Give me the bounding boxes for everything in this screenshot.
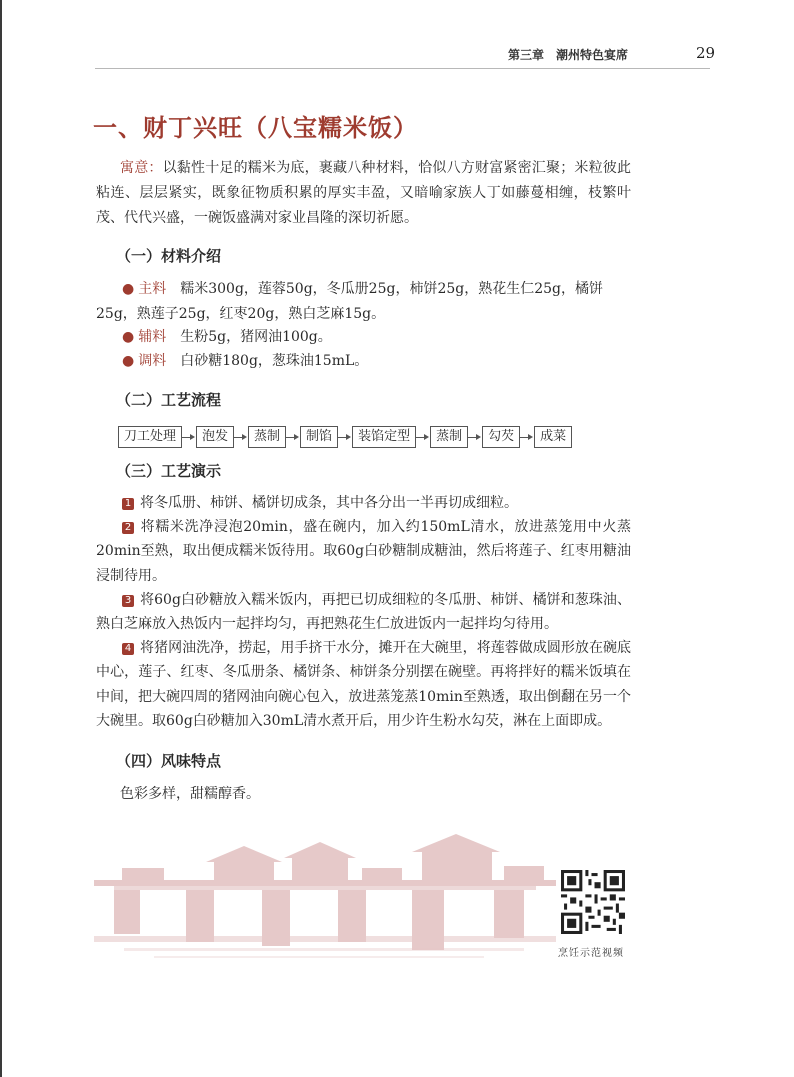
flow-step: 泡发	[196, 426, 234, 448]
flow-step: 蒸制	[430, 426, 468, 448]
step-paragraph	[96, 515, 631, 588]
material-text: 糯米300g，莲蓉50g，冬瓜册25g，柿饼25g，熟花生仁25g，橘饼25g，熟莲子25g，红枣20g，熟白芝麻15g。	[96, 281, 604, 322]
step-paragraph	[96, 636, 631, 733]
arrow-right-icon	[468, 426, 482, 448]
material-item	[96, 325, 631, 350]
step-number-badge: 2	[122, 522, 134, 534]
section-heading-process: （二）工艺流程	[116, 391, 222, 409]
step-text: 将冬瓜册、柿饼、橘饼切成条，其中各分出一半再切成细粒。	[140, 495, 518, 511]
section-heading-materials: （一）材料介绍	[116, 247, 222, 265]
flow-step: 成菜	[534, 426, 572, 448]
step-text: 将猪网油洗净，捞起，用手挤干水分，摊开在大碗里，将莲蓉做成圆形放在碗底中心，莲子、红枣、冬瓜册条、橘饼条、柿饼条分别摆在碗壁。再将拌好的糯米饭填在中间，把大碗四周的猪网油向碗心包入，放进蒸笼蒸10min至熟透，取出倒翻在另一个大碗里。取60g白砂糖加入30mL清水煮开后，用少许生粉水勾芡，淋在上面即成。	[96, 640, 631, 729]
arrow-right-icon	[286, 426, 300, 448]
page-title: 一、财丁兴旺（八宝糯米饭）	[93, 113, 418, 142]
section-heading-demo: （三）工艺演示	[116, 462, 222, 480]
arrow-right-icon	[520, 426, 534, 448]
bullet-icon: ●	[122, 353, 135, 369]
material-label: 辅料	[138, 329, 167, 345]
meaning-label: 寓意：	[120, 160, 163, 176]
flavor-text: 色彩多样，甜糯醇香。	[120, 786, 260, 802]
section-heading-flavor: （四）风味特点	[116, 752, 222, 770]
bullet-icon: ●	[122, 329, 135, 345]
header-divider	[95, 68, 710, 69]
page-edge-rule	[0, 0, 2, 1077]
arrow-right-icon	[416, 426, 430, 448]
qr-code-icon[interactable]	[561, 870, 625, 934]
flow-step: 蒸制	[248, 426, 286, 448]
meaning-text: 以黏性十足的糯米为底，裹藏八种材料，恰似八方财富紧密汇聚；米粒彼此粘连、层层紧实，既象征物质积累的厚实丰盈，又暗喻家族人丁如藤蔓相缠，枝繁叶茂、代代兴盛，一碗饭盛满对家业昌隆的深切祈愿。	[96, 160, 632, 226]
flow-step: 刀工处理	[118, 426, 182, 448]
material-item	[96, 349, 631, 374]
meaning-paragraph	[96, 156, 631, 231]
material-text: 白砂糖180g，葱珠油15mL。	[180, 353, 369, 369]
flow-step: 装馅定型	[352, 426, 416, 448]
material-text: 生粉5g，猪网油100g。	[180, 329, 332, 345]
step-text: 将糯米洗净浸泡20min，盛在碗内，加入约150mL清水，放进蒸笼用中火蒸20min至熟，取出便成糯米饭待用。取60g白砂糖制成糖油，然后将莲子、红枣用糖油浸制待用。	[96, 519, 631, 584]
step-number-badge: 3	[122, 595, 134, 607]
flow-step: 勾芡	[482, 426, 520, 448]
process-flow	[118, 425, 572, 449]
arrow-right-icon	[338, 426, 352, 448]
step-paragraph	[96, 588, 631, 636]
step-number-badge: 4	[122, 643, 134, 655]
bridge-illustration	[94, 832, 556, 964]
step-paragraph	[96, 491, 631, 515]
material-label: 主料	[138, 281, 167, 297]
demo-steps	[96, 491, 631, 733]
qr-caption: 烹饪示范视频	[558, 948, 624, 959]
bullet-icon: ●	[122, 281, 135, 297]
running-head: 第三章 潮州特色宴席	[508, 48, 629, 62]
arrow-right-icon	[234, 426, 248, 448]
material-label: 调料	[138, 353, 167, 369]
page-number: 29	[696, 44, 716, 62]
step-number-badge: 1	[122, 498, 134, 510]
step-text: 将60g白砂糖放入糯米饭内，再把已切成细粒的冬瓜册、柿饼、橘饼和葱珠油、熟白芝麻放入热饭内一起拌均匀，再把熟花生仁放进饭内一起拌均匀待用。	[96, 591, 631, 633]
material-item	[96, 277, 631, 327]
flow-step: 制馅	[300, 426, 338, 448]
arrow-right-icon	[182, 426, 196, 448]
